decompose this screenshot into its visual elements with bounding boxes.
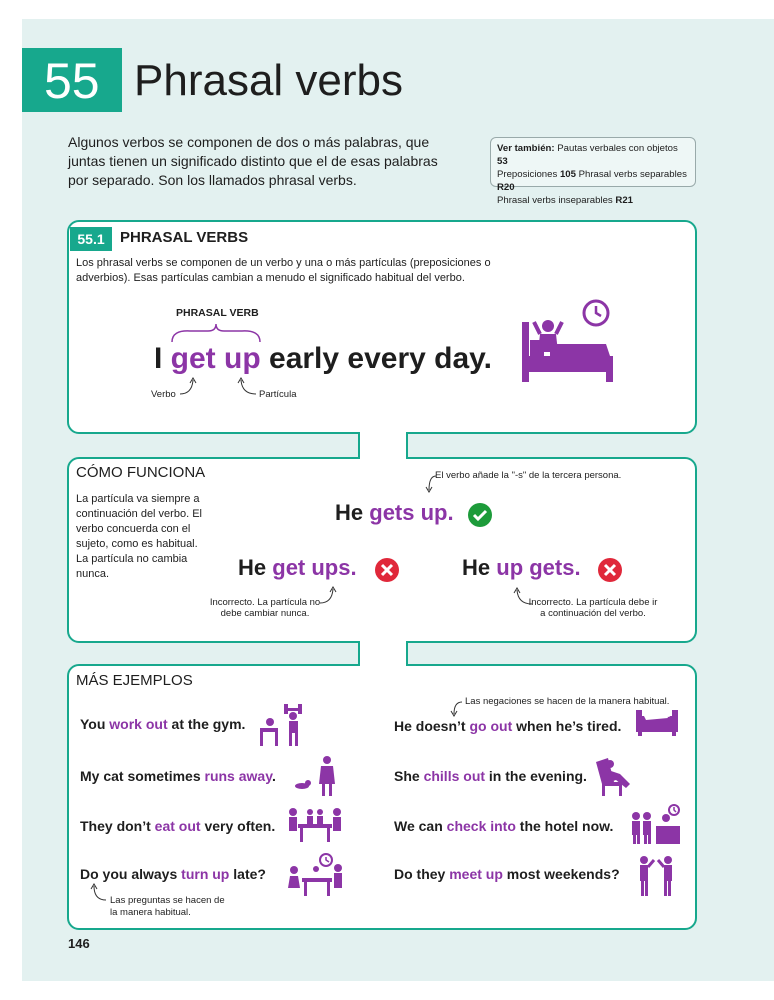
main-example <box>154 342 492 376</box>
sentence-text: They don’t <box>80 818 155 834</box>
example-sentence <box>394 818 613 834</box>
cross-icon <box>375 558 399 582</box>
example-sentence <box>394 768 587 784</box>
person-cat-icon <box>293 754 337 796</box>
section-number: 55.1 <box>70 227 112 251</box>
people-eating-icon <box>288 806 342 842</box>
see-also-text: Pautas verbales con objetos <box>554 143 678 154</box>
example-particle: up <box>224 342 261 375</box>
sentence-phrasal: work out <box>109 716 168 732</box>
see-also-text: Preposiciones <box>497 169 560 180</box>
friends-meeting-icon <box>636 854 676 896</box>
example-subject: He <box>462 555 497 580</box>
example-sentence <box>80 716 245 732</box>
gym-person-icon <box>258 702 304 746</box>
sentence-text: You <box>80 716 110 732</box>
question-note: Las preguntas se hacen de la manera habitual. <box>110 895 225 918</box>
sentence-text: when he’s tired. <box>512 718 622 734</box>
example-phrase: gets up. <box>369 500 454 525</box>
more-title: MÁS EJEMPLOS <box>76 672 193 689</box>
example-subject: He <box>238 555 273 580</box>
sentence-phrasal: go out <box>469 718 513 734</box>
page-number: 146 <box>68 936 90 951</box>
sentence-text: Do they <box>394 866 450 882</box>
example-sentence <box>394 866 620 882</box>
arrow-icon <box>448 698 464 718</box>
late-meeting-icon <box>288 852 344 896</box>
sentence-text: He doesn’t <box>394 718 470 734</box>
chapter-title: Phrasal verbs <box>134 56 404 105</box>
how-title: CÓMO FUNCIONA <box>76 464 206 481</box>
check-icon <box>468 503 492 527</box>
box-connector <box>358 641 408 666</box>
see-also-ref: 105 <box>559 169 576 180</box>
sentence-text: most weekends? <box>502 866 620 882</box>
wrong-note-1: Incorrecto. La partícula no debe cambiar nunca. <box>209 597 321 619</box>
example-sentence <box>80 866 266 882</box>
see-also-ref: R21 <box>615 195 633 206</box>
intro-paragraph: Algunos verbos se componen de dos o más palabras, que juntas tienen un significado distinto que el de esas palabras por separado. Son los llamados phrasal verbs. <box>68 134 438 188</box>
bed-person-clock-icon <box>520 298 620 384</box>
sentence-text: at the gym. <box>167 716 246 732</box>
hotel-checkin-icon <box>630 804 682 844</box>
wrong-example-1 <box>238 555 357 581</box>
example-sentence <box>80 818 275 834</box>
sentence-phrasal: runs away <box>204 768 272 784</box>
sentence-text: She <box>394 768 424 784</box>
sentence-text: My cat sometimes <box>80 768 205 784</box>
see-also-label: Ver también: <box>497 143 555 154</box>
example-sentence <box>394 718 621 734</box>
sentence-text: Do you always <box>80 866 182 882</box>
example-sentence <box>80 768 276 784</box>
chapter-number: 55 <box>44 53 100 109</box>
example-verb: get <box>170 342 216 375</box>
cross-icon <box>598 558 622 582</box>
sentence-phrasal: turn up <box>181 866 230 882</box>
brace-icon <box>170 322 262 344</box>
wrong-example-2 <box>462 555 581 581</box>
see-also-text: Phrasal verbs separables <box>575 169 687 180</box>
arrow-icon <box>424 472 438 494</box>
sentence-phrasal: check into <box>446 818 516 834</box>
arrow-icon <box>178 376 198 398</box>
correct-example <box>335 500 454 526</box>
example-phrase: up gets. <box>496 555 581 580</box>
example-text: early every day. <box>260 342 492 375</box>
see-also-ref: R20 <box>497 182 515 193</box>
sentence-phrasal: eat out <box>154 818 201 834</box>
arrow-icon <box>232 376 258 398</box>
example-phrase: get ups. <box>272 555 357 580</box>
correct-note: El verbo añade la "-s" de la tercera persona. <box>435 470 622 481</box>
arrow-icon <box>88 882 108 904</box>
sentence-text: in the evening. <box>485 768 587 784</box>
example-subject: He <box>335 500 370 525</box>
particle-label: Partícula <box>259 389 297 400</box>
see-also-ref: 53 <box>497 156 508 167</box>
sentence-text: late? <box>229 866 266 882</box>
sentence-text: the hotel now. <box>515 818 614 834</box>
relaxing-chair-icon <box>594 756 634 796</box>
tired-sofa-icon <box>636 706 678 736</box>
brace-label: PHRASAL VERB <box>176 307 259 319</box>
see-also-text: Phrasal verbs inseparables <box>497 195 616 206</box>
verb-label: Verbo <box>151 389 176 400</box>
section-title: PHRASAL VERBS <box>120 229 249 246</box>
wrong-note-2: Incorrecto. La partícula debe ir a continuación del verbo. <box>528 597 658 619</box>
how-description: La partícula va siempre a continuación del verbo. El verbo concuerda con el sujeto, como es habitual. La partícula no cambia nunca. <box>76 493 202 580</box>
negation-note: Las negaciones se hacen de la manera habitual. <box>465 696 670 707</box>
sentence-text: We can <box>394 818 447 834</box>
sentence-text: very often. <box>200 818 276 834</box>
sentence-text: . <box>271 768 276 784</box>
example-text: I <box>154 342 171 375</box>
see-also-box <box>490 137 696 206</box>
sentence-phrasal: meet up <box>449 866 503 882</box>
section-description: Los phrasal verbs se componen de un verbo y una o más partículas (preposiciones o adverbios). Esas partículas cambian a menudo el significado habitual del verbo. <box>76 257 491 284</box>
box-connector <box>358 432 408 459</box>
sentence-phrasal: chills out <box>423 768 486 784</box>
